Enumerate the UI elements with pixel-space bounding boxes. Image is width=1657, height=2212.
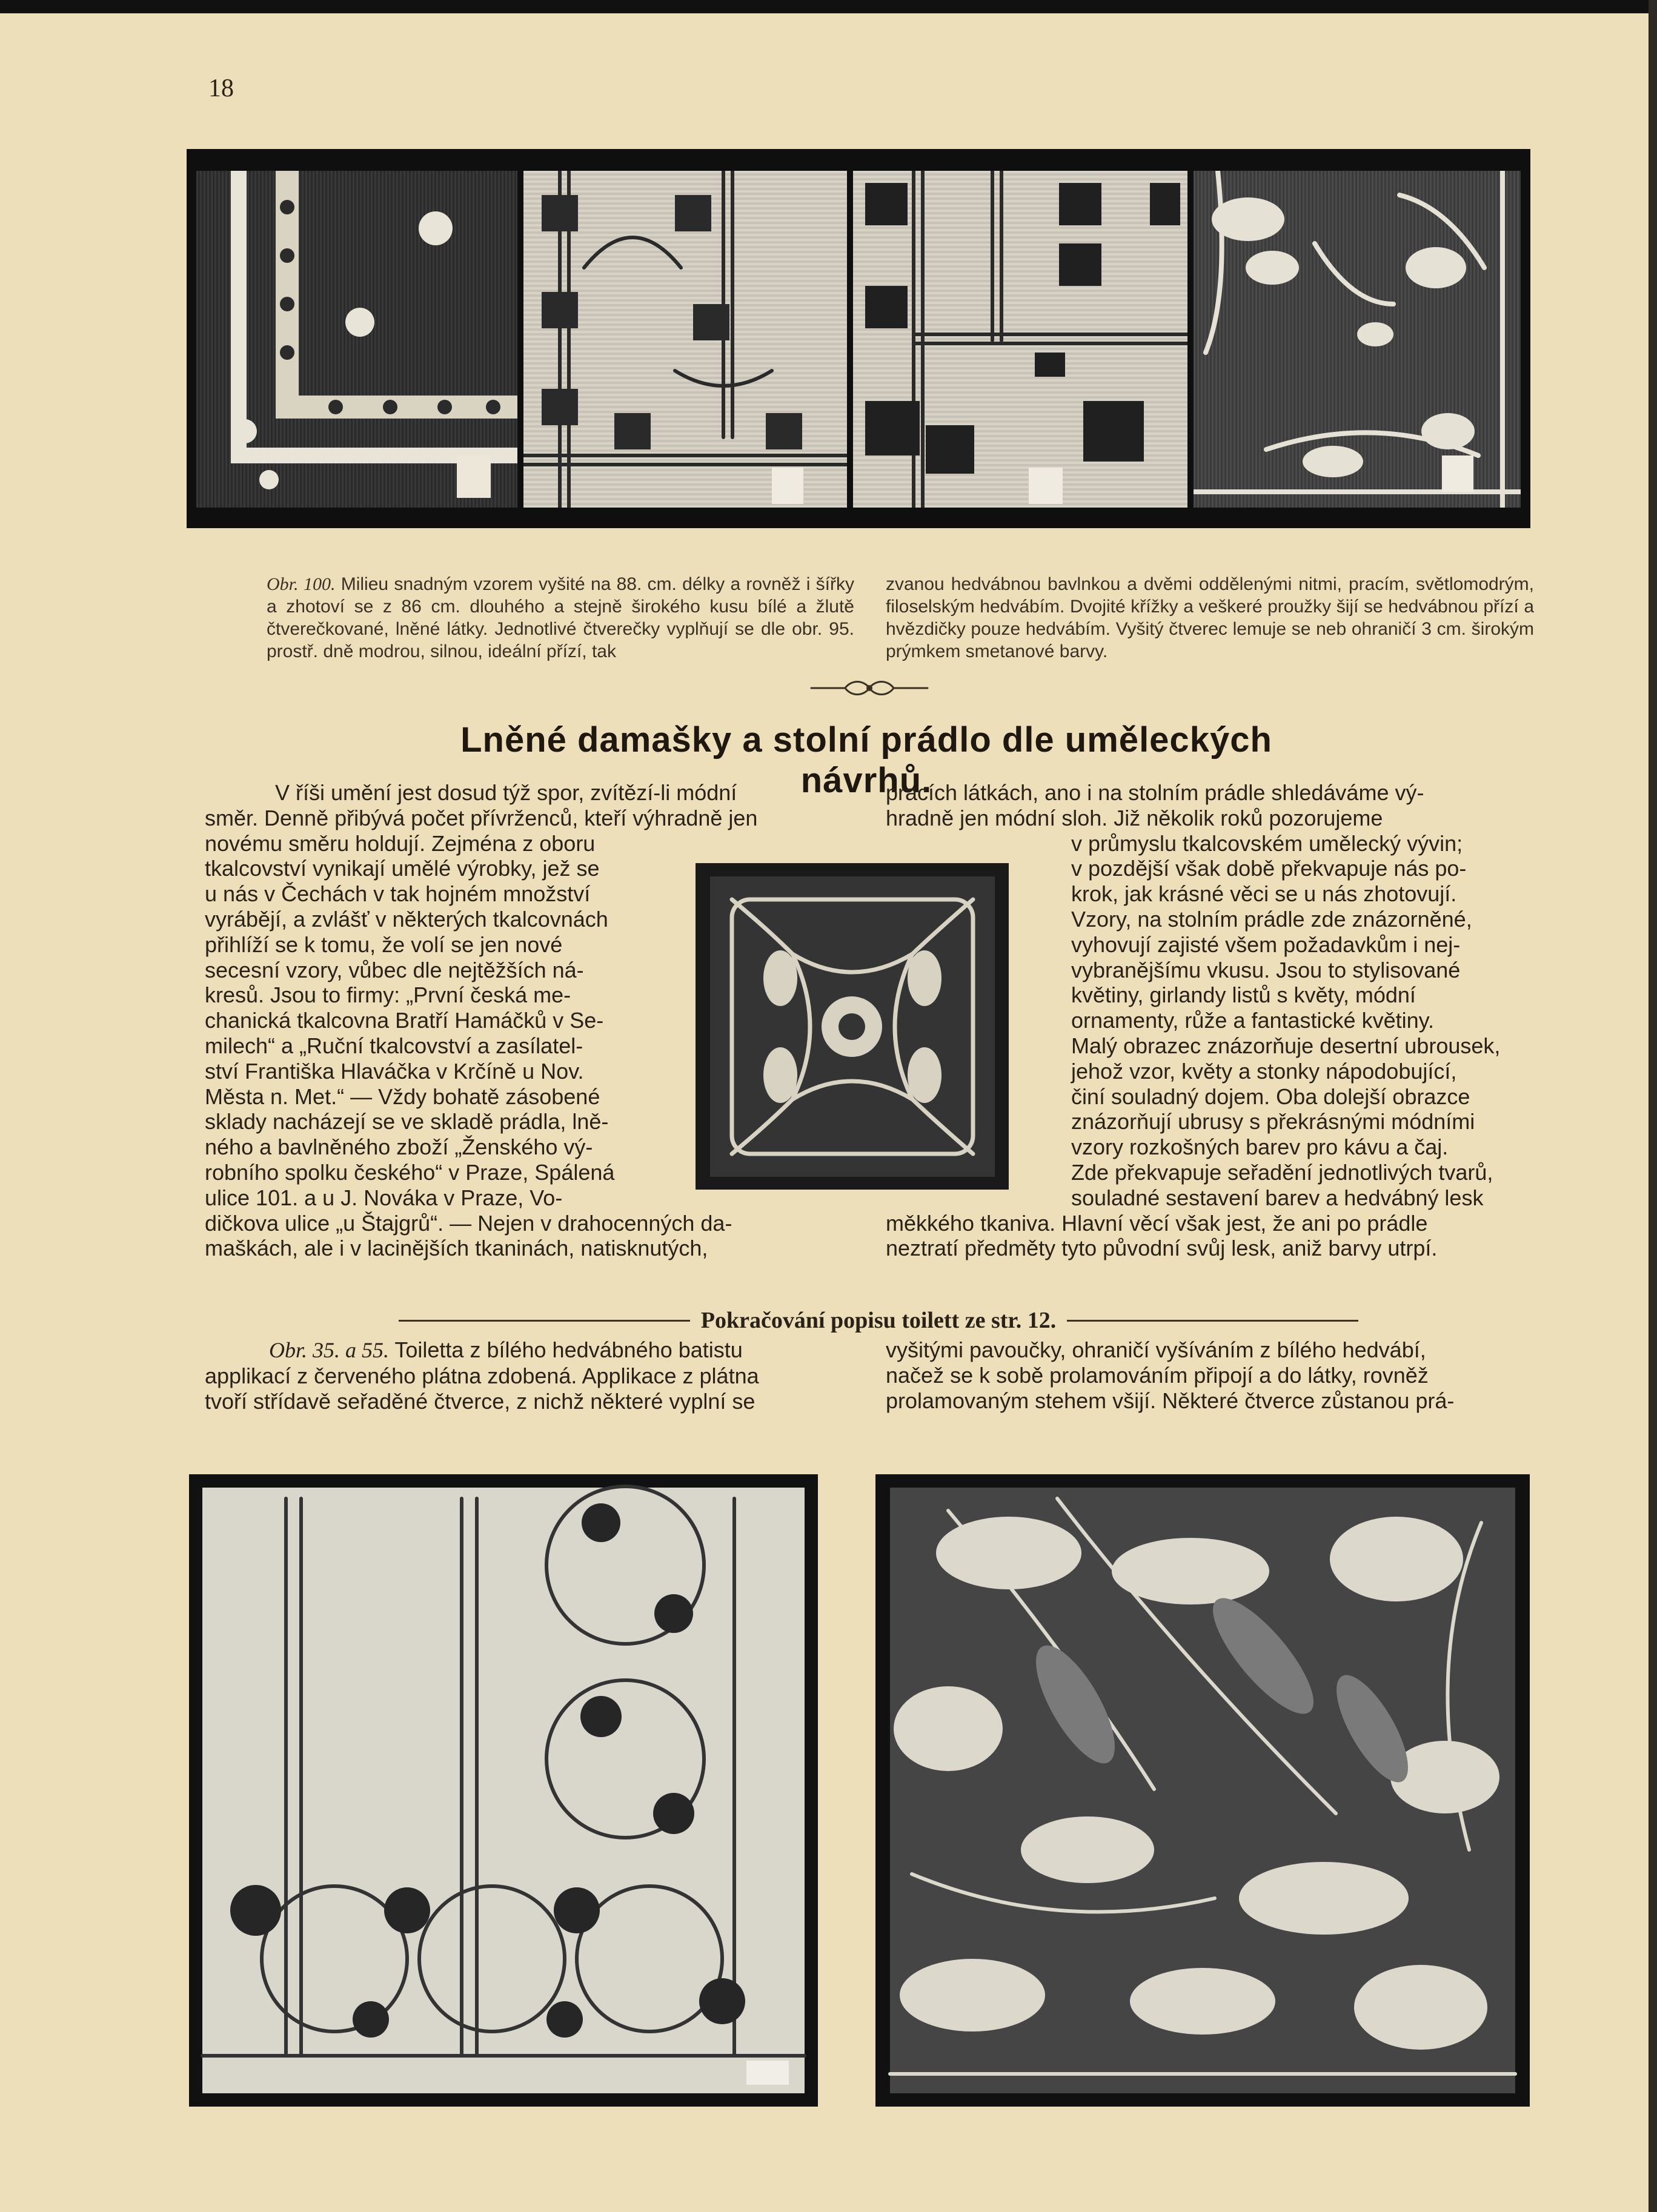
text-line: tvoří střídavě seřaděné čtverce, z nichž některé vyplní se	[205, 1388, 755, 1414]
text-line: v pozdější však době překvapuje nás po-	[1071, 856, 1467, 881]
sample-photo-4	[1194, 171, 1521, 508]
sample-photo-2	[523, 171, 847, 508]
text-line: sklady nacházejí se ve skladě prádla, lně-	[205, 1109, 609, 1134]
text-line: kresů. Jsou to firmy: „První česká me-	[205, 982, 571, 1008]
text-line: krok, jak krásné věci se u nás zhotovují.	[1071, 881, 1457, 907]
checkered-square-pattern	[523, 171, 847, 508]
text-line: načež se k sobě prolamováním připojí a do látky, rovněž	[886, 1362, 1429, 1388]
text-line: vyrábějí, a zvlášť v některých tkalcovnách	[205, 906, 608, 932]
toilette-fabric-figure-left	[189, 1474, 818, 2107]
article-title: Lněné damašky a stolní prádlo dle uměleckých návrhů.	[460, 720, 1272, 800]
text-line: přihlíží se k tomu, že volí se jen nové	[205, 932, 563, 957]
text-line: chanická tkalcovna Bratří Hamáčků v Se-	[205, 1008, 604, 1033]
decorative-ornament	[809, 677, 930, 699]
text-line: prolamovaným stehem všijí. Některé čtverce zůstanou prá-	[886, 1388, 1455, 1413]
lily-pattern	[875, 1474, 1530, 2107]
figure-100-caption-right: zvanou hedvábnou bavlnkou a dvěmi oddělenými nitmi, pracím, světlomodrým, filoselským hedvábím. Dvojité křížky a veškeré proužky šijí se hedvábnou přízí a hvězdičky pouze hedvábím. Vyšitý čtverec lemuje se neb ohraničí 3 cm. širokým prýmkem smetanové barvy.	[886, 574, 1534, 661]
figure-100-strip	[187, 149, 1530, 528]
text-line: ulice 101. a u J. Nováka v Praze, Vo-	[205, 1185, 563, 1210]
divider-left	[399, 1320, 690, 1322]
text-line: hradně jen módní sloh. Již několik roků pozorujeme	[886, 805, 1383, 830]
text-line: neztratí předměty tyto původní svůj lesk, aniž barvy utrpí.	[886, 1236, 1438, 1261]
continued-heading	[388, 1305, 1369, 1336]
text-line: novému směru holdují. Zejména z oboru	[205, 830, 596, 856]
text-line: u nás v Čechách v tak hojném množství	[205, 881, 591, 907]
text-line: jehož vzor, květy a stonky nápodobující,	[1071, 1058, 1457, 1084]
text-line: secesní vzory, vůbec dle nejtěžších ná-	[205, 957, 584, 982]
continued-heading-text: Pokračování popisu toilett ze str. 12.	[700, 1308, 1057, 1333]
floral-corner-pattern	[1194, 171, 1521, 508]
napkin-figure	[696, 863, 1009, 1190]
continued-right-column	[886, 1337, 1534, 1413]
text-line: souladné sestavení barev a hedvábný lesk	[1071, 1185, 1484, 1210]
text-line: V říši umění jest dosud týž spor, zvítězí-li módní	[275, 780, 737, 805]
garland-pattern	[189, 1474, 818, 2107]
text-line: milech“ a „Ruční tkalcovství a zasílatel-	[205, 1033, 583, 1058]
text-line: vzory rozkošných barev pro kávu a čaj.	[1071, 1134, 1449, 1160]
text-line: maškách, ale i v lacinějších tkaninách, natisknutých,	[205, 1236, 708, 1261]
text-line: vyšitými pavoučky, ohraničí vyšíváním z bílého hedvábí,	[886, 1337, 1426, 1362]
divider-right	[1067, 1320, 1358, 1322]
text-line: znázorňují ubrusy s překrásnými módními	[1071, 1109, 1475, 1134]
page-number: 18	[208, 75, 234, 102]
ivy-border-pattern	[196, 171, 517, 508]
sample-photo-3	[853, 171, 1187, 508]
figure-35-55-label: Obr. 35. a 55.	[269, 1338, 390, 1362]
text-line: applikací z červeného plátna zdobená. Applikace z plátna	[205, 1363, 759, 1388]
text-line: Vzory, na stolním prádle zde znázorněné,	[1071, 906, 1472, 932]
text-line: ství Františka Hlaváčka v Krčíně u Nov.	[205, 1058, 584, 1084]
text-line: v průmyslu tkalcovském umělecký vývin;	[1071, 830, 1463, 856]
text-line: směr. Denně přibývá počet přívrženců, kteří výhradně jen	[205, 805, 758, 830]
text-line: robního spolku českého“ v Praze, Spálená	[205, 1159, 615, 1185]
text-line: Malý obrazec znázorňuje desertní ubrousek,	[1071, 1033, 1501, 1058]
text-line: dičkova ulice „u Štajgrů“. — Nejen v drahocenných da-	[205, 1210, 732, 1236]
text-line: Zde překvapuje seřadění jednotlivých tvarů,	[1071, 1159, 1493, 1185]
text-line: ného a bavlněného zboží „Ženského vý-	[205, 1134, 593, 1160]
text-line: pracích látkách, ano i na stolním prádle shledáváme vý-	[886, 780, 1424, 805]
text-line: květiny, girlandy listů s květy, módní	[1071, 982, 1416, 1008]
figure-100-label: Obr. 100.	[267, 574, 336, 594]
text-line: tkalcovství vynikají umělé výrobky, jež se	[205, 856, 600, 881]
tablecloth-figure-right	[875, 1474, 1530, 2107]
continued-left-column	[205, 1337, 854, 1414]
text-line: vybranějšímu vkusu. Jsou to stylisované	[1071, 957, 1461, 982]
text-line: ornamenty, růže a fantastické květiny.	[1071, 1008, 1434, 1033]
figure-100-caption-left	[267, 573, 854, 663]
text-line: vyhovují zajisté všem požadavkům i nej-	[1071, 932, 1461, 957]
text-line: Města n. Met.“ — Vždy bohatě zásobené	[205, 1084, 600, 1109]
text-line: měkkého tkaniva. Hlavní věcí však jest, že ani po prádle	[886, 1210, 1428, 1236]
rose-square-pattern	[853, 171, 1187, 508]
figure-100-caption-text: Milieu snadným vzorem vyšité na 88. cm. délky a rovněž i šířky a zhotoví se z 86 cm. dlouhého a stejně širokého kusu bílé a žlutě čtverečkované, lněné látky. Jednotlivé čtverečky vyplňují se dle obr. 95. prostř. dně modrou, silnou, ideální přízí, tak	[267, 574, 854, 661]
text-line: činí souladný dojem. Oba dolejší obrazce	[1071, 1084, 1470, 1109]
text-line: Toiletta z bílého hedvábného batistu	[394, 1337, 743, 1362]
napkin-pattern	[696, 863, 1009, 1190]
sample-photo-1	[196, 171, 517, 508]
